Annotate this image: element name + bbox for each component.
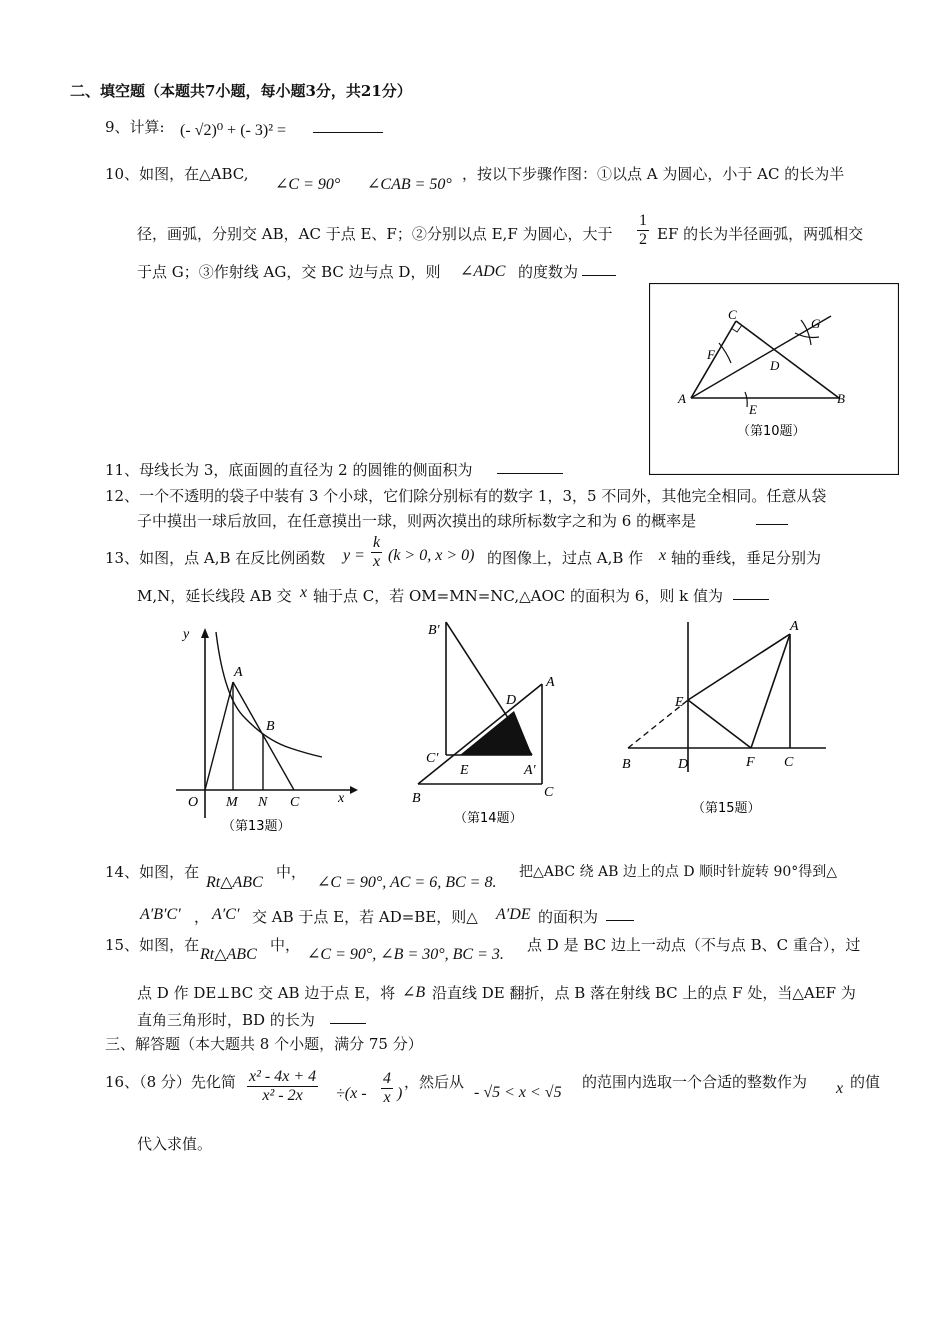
- question-16-divide: ÷(x -: [336, 1085, 367, 1102]
- label-c: C: [728, 307, 737, 322]
- fraction-numerator: 1: [639, 212, 647, 229]
- question-14-mid: 中，: [276, 863, 307, 881]
- question-13-text-1a: 13、如图，点 A,B 在反比例函数: [105, 549, 326, 567]
- question-14-ade: A′DE: [496, 906, 531, 923]
- segment-ef: [688, 700, 751, 748]
- label-g: G: [811, 316, 821, 331]
- question-15-number: 15、如图，在: [105, 936, 200, 954]
- question-10-text-3b: 的度数为: [518, 263, 579, 281]
- label-e: E: [749, 402, 757, 417]
- label-d: D: [770, 358, 780, 373]
- question-9-number: 9、计算:: [105, 118, 165, 136]
- label-c: C: [290, 795, 300, 810]
- label-a: A: [546, 675, 555, 690]
- label-a: A: [678, 391, 686, 406]
- label-a: A: [234, 665, 243, 680]
- label-o: O: [188, 795, 199, 810]
- question-11-answer-blank: [497, 459, 563, 474]
- question-13-x-var-2: x: [300, 584, 308, 601]
- figure-10-frame: [650, 284, 899, 475]
- arc-e: [745, 392, 747, 407]
- question-15-text-2b: 沿直线 DE 翻折，点 B 落在射线 BC 上的点 F 处，当△AEF 为: [432, 984, 856, 1002]
- question-10-number: 10、如图，在△ABC,: [105, 165, 249, 183]
- question-13-condition: (k > 0, x > 0): [388, 547, 475, 564]
- fraction-denominator: x: [373, 553, 381, 570]
- label-x: x: [338, 791, 345, 806]
- question-16-number: 16、（8 分）先化简: [105, 1073, 236, 1091]
- label-n: N: [258, 795, 268, 810]
- label-e: E: [675, 695, 684, 710]
- figure-14: [410, 612, 570, 836]
- question-15-text-2a: 点 D 作 DE⊥BC 交 AB 边于点 E，将: [137, 984, 396, 1002]
- question-14-number: 14、如图，在: [105, 863, 200, 881]
- figure-13: [170, 618, 360, 840]
- label-b-prime: B′: [428, 623, 440, 638]
- figure-15-caption: （第15题）: [692, 801, 761, 816]
- question-13-x-var: x: [659, 547, 667, 564]
- question-13-y-equals: y =: [343, 547, 365, 564]
- label-b: B: [412, 791, 421, 806]
- question-10-text-2b: EF 的长为半径画弧，两弧相交: [657, 225, 864, 243]
- question-10-text-3a: 于点 G；③作射线 AG，交 BC 边与点 D，则: [137, 263, 441, 281]
- question-15-answer-blank: [330, 1009, 366, 1024]
- question-10-text-2a: 径，画弧，分别交 AB，AC 于点 E、F；②分别以点 E,F 为圆心，大于: [137, 225, 613, 243]
- question-16-text-3: 的值: [850, 1073, 881, 1091]
- question-15-text-1: 点 D 是 BC 边上一动点（不与点 B、C 重合），过: [527, 936, 861, 954]
- fraction-denominator: x: [383, 1089, 391, 1106]
- question-14-answer-blank: [606, 906, 634, 921]
- question-10-angle-adc: ∠ADC: [460, 263, 506, 280]
- question-15-text-3: 直角三角形时，BD 的长为: [137, 1011, 315, 1029]
- section-title: 二、填空题（本题共7小题，每小题3分，共21分）: [70, 82, 412, 100]
- figure-10: [649, 283, 899, 475]
- question-16-line-2: 代入求值。: [137, 1135, 213, 1153]
- question-14-condition: ∠C = 90°, AC = 6, BC = 8.: [317, 874, 497, 891]
- question-11-text: 11、母线长为 3，底面圆的直径为 2 的圆锥的侧面积为: [105, 461, 473, 479]
- question-15-angle-b: ∠B: [402, 984, 426, 1001]
- label-c: C: [784, 755, 794, 770]
- section-title-3: 三、解答题（本大题共 8 个小题，满分 75 分）: [105, 1035, 423, 1053]
- question-15-condition: ∠C = 90°, ∠B = 30°, BC = 3.: [307, 946, 504, 963]
- fraction-numerator: 4: [383, 1070, 391, 1087]
- figure-10-caption: （第10题）: [737, 424, 806, 439]
- question-13-text-2b: 轴于点 C，若 OM=MN=NC,△AOC 的面积为 6，则 k 值为: [313, 587, 723, 605]
- arc-f: [719, 343, 731, 363]
- question-16-text-1: ，然后从: [404, 1073, 465, 1091]
- question-14-text-2: 交 AB 于点 E，若 AD=BE，则△: [252, 908, 478, 926]
- question-16-four-over-x: [381, 1070, 393, 1107]
- fraction-denominator: 2: [639, 231, 647, 248]
- question-15-rt-abc: Rt△ABC: [200, 946, 257, 963]
- question-16-range: - √5 < x < √5: [474, 1084, 562, 1101]
- question-10-angle-c: ∠C = 90°: [275, 176, 341, 193]
- segment-cb: [736, 321, 839, 398]
- label-b: B: [622, 757, 631, 772]
- question-9-answer-blank: [313, 118, 383, 133]
- label-y: y: [183, 627, 190, 642]
- label-d: D: [678, 757, 689, 772]
- label-c: C: [544, 785, 554, 800]
- question-10-text-1: ，按以下步骤作图：①以点 A 为圆心，小于 AC 的长为半: [462, 165, 845, 183]
- question-14-comma: ，: [194, 908, 210, 926]
- question-16-close-paren: ): [397, 1085, 403, 1102]
- question-10-angle-cab: ∠CAB = 50°: [367, 176, 452, 193]
- label-m: M: [226, 795, 238, 810]
- question-15-mid: 中，: [270, 936, 301, 954]
- segment-ea: [688, 634, 790, 700]
- arc-g-1: [795, 333, 819, 338]
- question-14-rt-abc: Rt△ABC: [206, 874, 263, 891]
- label-f: F: [707, 347, 715, 362]
- question-12-line-2: 子中摸出一球后放回，在任意摸出一球，则两次摸出的球所标数字之和为 6 的概率是: [137, 512, 697, 530]
- question-13-k-over-x: [371, 534, 382, 571]
- x-axis-arrow: [350, 786, 358, 794]
- segment-af: [751, 634, 790, 748]
- figure-14-caption: （第14题）: [454, 811, 523, 826]
- label-a: A: [790, 619, 799, 634]
- label-a-prime: A′: [524, 763, 536, 778]
- question-14-abc-prime: A′B′C′: [140, 906, 181, 923]
- label-d: D: [506, 693, 517, 708]
- question-14-text-3: 的面积为: [538, 908, 599, 926]
- question-14-ac-prime: A′C′: [212, 906, 240, 923]
- segment-oa: [205, 682, 233, 790]
- question-16-main-fraction: [247, 1068, 318, 1105]
- label-e: E: [460, 763, 469, 778]
- question-13-text-1b: 的图像上，过点 A,B 作: [487, 549, 644, 567]
- question-10-answer-blank: [582, 261, 616, 276]
- question-14-text-1: 把△ABC 绕 AB 边上的点 D 顺时针旋转 90°得到△: [519, 864, 838, 880]
- question-13-text-2a: M,N，延长线段 AB 交: [137, 587, 292, 605]
- question-16-text-2: 的范围内选取一个合适的整数作为: [582, 1073, 808, 1091]
- question-10-half-fraction: [637, 212, 649, 249]
- y-axis-arrow: [201, 628, 209, 638]
- label-c-prime: C′: [426, 751, 439, 766]
- fraction-denominator: x² - 2x: [262, 1087, 303, 1104]
- figure-15: [618, 612, 828, 824]
- question-12-line-1: 12、一个不透明的袋子中装有 3 个小球，它们除分别标有的数字 1，3，5 不同外，其他完全相同。任意从袋: [105, 487, 827, 505]
- question-12-answer-blank: [756, 510, 788, 525]
- shaded-triangle: [460, 711, 532, 755]
- fraction-numerator: k: [373, 534, 381, 551]
- hyperbola: [216, 632, 322, 757]
- question-13-text-1c: 轴的垂线，垂足分别为: [671, 549, 822, 567]
- question-9-expression: (- √2)⁰ + (- 3)² =: [180, 122, 287, 139]
- question-16-x-var: x: [836, 1080, 844, 1097]
- question-13-answer-blank: [733, 585, 769, 600]
- label-b: B: [837, 391, 845, 406]
- label-b: B: [266, 719, 275, 734]
- figure-13-caption: （第13题）: [222, 819, 291, 834]
- label-f: F: [746, 755, 755, 770]
- fraction-numerator: x² - 4x + 4: [249, 1068, 317, 1085]
